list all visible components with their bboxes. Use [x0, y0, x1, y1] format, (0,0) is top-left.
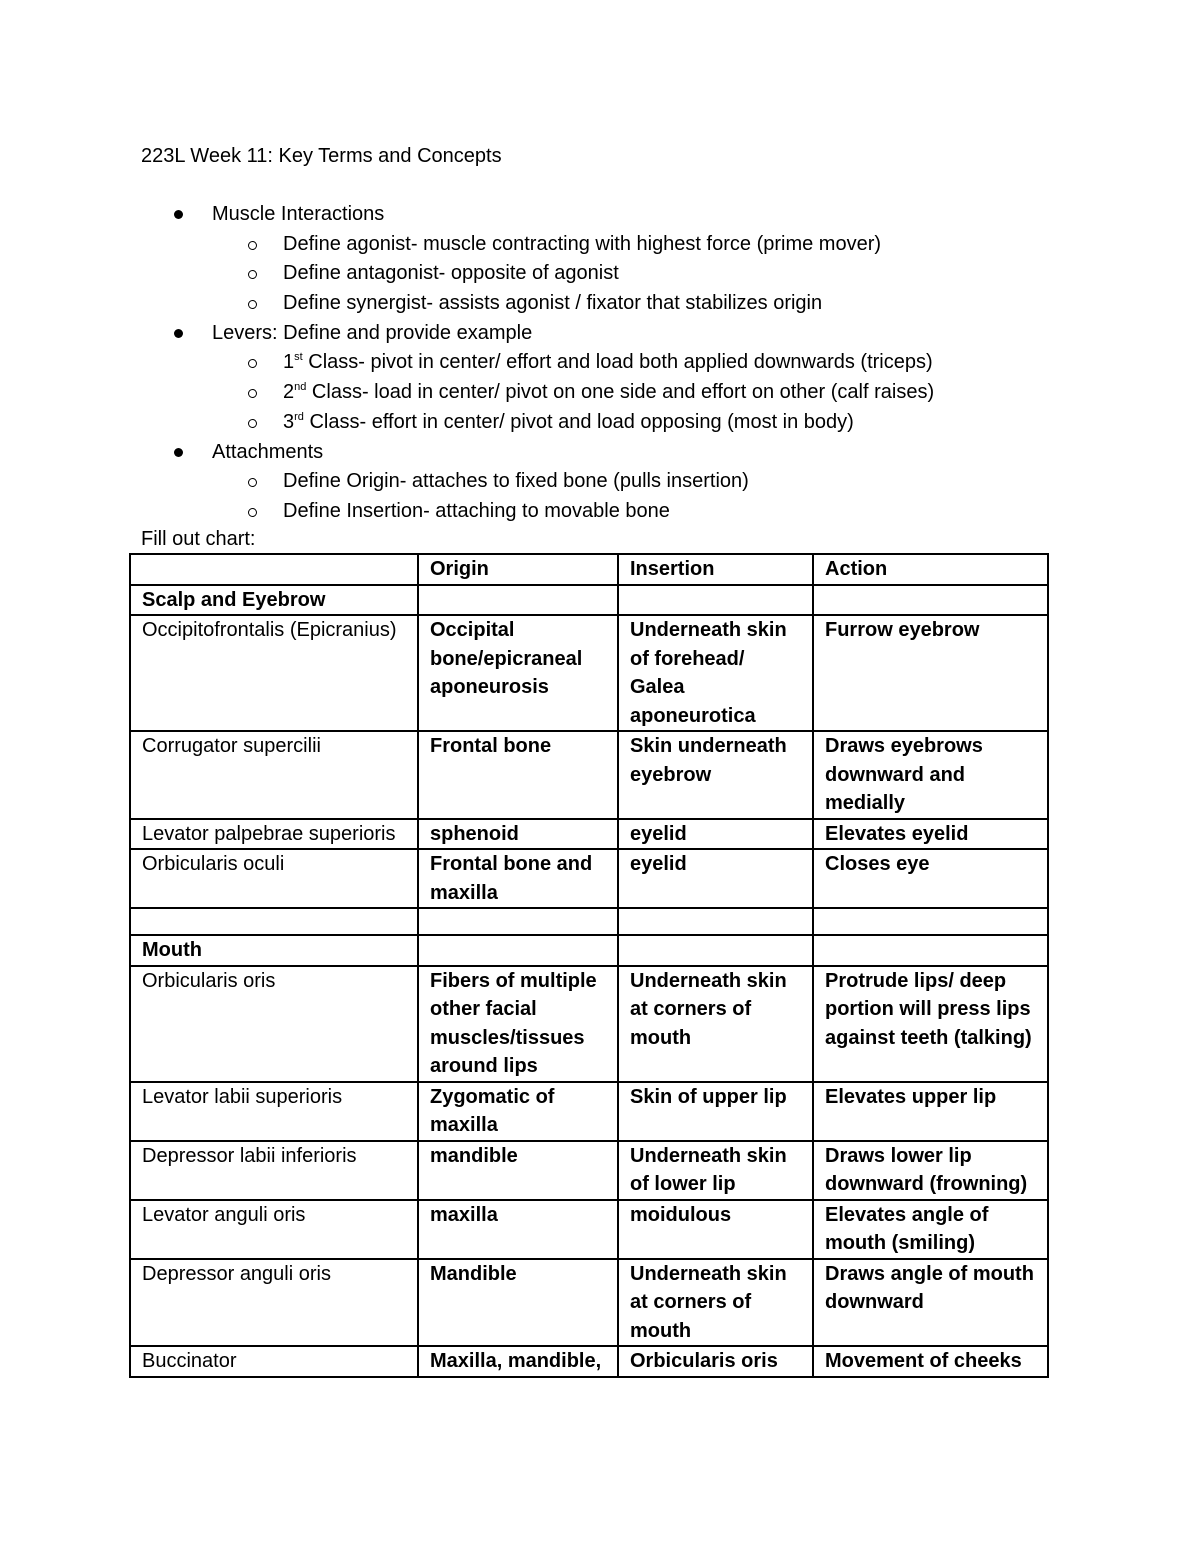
outline-subitem — [0, 497, 1200, 527]
header-muscle — [130, 554, 418, 585]
action-cell: Draws eyebrows downward and medially — [813, 731, 1048, 819]
header-action: Action — [813, 554, 1048, 585]
insertion-cell: eyelid — [618, 849, 813, 908]
outline-label: Muscle Interactions — [212, 203, 385, 225]
circle-bullet-icon — [248, 478, 257, 487]
muscle-name: Levator anguli oris — [130, 1200, 418, 1259]
origin-cell: Maxilla, mandible, — [418, 1346, 618, 1377]
origin-cell: Occipital bone/epicraneal aponeurosis — [418, 615, 618, 731]
table-cell — [618, 935, 813, 966]
muscle-name: Occipitofrontalis (Epicranius) — [130, 615, 418, 731]
table-row — [130, 1259, 1048, 1347]
outline-item-muscle-interactions — [0, 200, 1200, 230]
outline-subitem-text: Define Origin- attaches to fixed bone (pulls insertion) — [283, 470, 749, 493]
outline-subitem-text: Class- effort in center/ pivot and load opposing (most in body) — [303, 410, 854, 433]
table-cell — [418, 935, 618, 966]
bullet-icon — [174, 210, 183, 219]
insertion-cell: moidulous — [618, 1200, 813, 1259]
origin-cell: Frontal bone and maxilla — [418, 849, 618, 908]
muscle-name: Orbicularis oris — [130, 966, 418, 1082]
table-header-row — [130, 554, 1048, 585]
ordinal-suffix: nd — [294, 381, 307, 394]
outline-subitem — [0, 230, 1200, 260]
table-cell — [813, 585, 1048, 616]
table-row — [130, 819, 1048, 850]
circle-bullet-icon — [248, 270, 257, 279]
action-cell: Furrow eyebrow — [813, 615, 1048, 731]
action-cell: Draws lower lip downward (frowning) — [813, 1141, 1048, 1200]
table-row-empty — [130, 908, 1048, 935]
circle-bullet-icon — [248, 419, 257, 428]
outline-label: Levers: Define and provide example — [212, 321, 533, 344]
outline-subitem — [0, 378, 1200, 408]
insertion-cell: Underneath skin at corners of mouth — [618, 1259, 813, 1347]
table-cell — [418, 908, 618, 935]
outline-subitem — [0, 289, 1200, 319]
circle-bullet-icon — [248, 389, 257, 398]
table-row — [130, 731, 1048, 819]
origin-cell: mandible — [418, 1141, 618, 1200]
circle-bullet-icon — [248, 359, 257, 368]
muscle-name: Depressor anguli oris — [130, 1259, 418, 1347]
outline-item-levers — [0, 319, 1200, 349]
table-cell — [813, 908, 1048, 935]
table-cell — [618, 908, 813, 935]
key-terms-outline — [0, 200, 1200, 527]
circle-bullet-icon — [248, 508, 257, 517]
outline-subitem — [0, 259, 1200, 289]
ordinal-suffix: rd — [294, 410, 304, 423]
action-cell: Elevates angle of mouth (smiling) — [813, 1200, 1048, 1259]
circle-bullet-icon — [248, 241, 257, 250]
action-cell: Closes eye — [813, 849, 1048, 908]
table-row — [130, 615, 1048, 731]
insertion-cell: eyelid — [618, 819, 813, 850]
section-title: Mouth — [130, 935, 418, 966]
outline-label: Attachments — [212, 440, 324, 463]
outline-item-attachments — [0, 438, 1200, 468]
muscle-name: Levator labii superioris — [130, 1082, 418, 1141]
muscle-name: Orbicularis oculi — [130, 849, 418, 908]
action-cell: Elevates eyelid — [813, 819, 1048, 850]
action-cell: Protrude lips/ deep portion will press lips against teeth (talking) — [813, 966, 1048, 1082]
outline-subitem — [0, 467, 1200, 497]
outline-subitem-text: Define synergist- assists agonist / fixator that stabilizes origin — [283, 292, 823, 315]
table-row — [130, 1141, 1048, 1200]
lever-class-number: 1 — [283, 351, 295, 374]
outline-subitem-text: Define antagonist- opposite of agonist — [283, 262, 619, 285]
outline-subitem-text: Define agonist- muscle contracting with highest force (prime mover) — [283, 232, 882, 255]
section-row — [130, 935, 1048, 966]
bullet-icon — [174, 329, 183, 338]
lever-class-number: 3 — [283, 410, 295, 433]
table-cell — [418, 585, 618, 616]
origin-cell: sphenoid — [418, 819, 618, 850]
outline-subitem-text: Class- pivot in center/ effort and load both applied downwards (triceps) — [302, 351, 933, 374]
table-row — [130, 849, 1048, 908]
table-cell — [618, 585, 813, 616]
insertion-cell: Skin of upper lip — [618, 1082, 813, 1141]
bullet-icon — [174, 448, 183, 457]
origin-cell: Zygomatic of maxilla — [418, 1082, 618, 1141]
outline-subitem — [0, 348, 1200, 378]
table-cell — [130, 908, 418, 935]
table-row — [130, 966, 1048, 1082]
ordinal-suffix: st — [294, 351, 303, 364]
table-cell — [813, 935, 1048, 966]
header-origin: Origin — [418, 554, 618, 585]
outline-subitem — [0, 408, 1200, 438]
section-title: Scalp and Eyebrow — [130, 585, 418, 616]
table-row — [130, 1082, 1048, 1141]
page-title: 223L Week 11: Key Terms and Concepts — [141, 145, 502, 167]
outline-subitem-text: Class- load in center/ pivot on one side and effort on other (calf raises) — [306, 381, 935, 404]
section-row — [130, 585, 1048, 616]
insertion-cell: Underneath skin of forehead/ Galea aponeurotica — [618, 615, 813, 731]
origin-cell: Frontal bone — [418, 731, 618, 819]
lever-class-number: 2 — [283, 381, 295, 404]
action-cell: Draws angle of mouth downward — [813, 1259, 1048, 1347]
insertion-cell: Underneath skin of lower lip — [618, 1141, 813, 1200]
chart-instruction: Fill out chart: — [141, 528, 256, 550]
muscle-chart-table — [129, 553, 1049, 1378]
origin-cell: Mandible — [418, 1259, 618, 1347]
circle-bullet-icon — [248, 300, 257, 309]
insertion-cell: Skin underneath eyebrow — [618, 731, 813, 819]
action-cell: Movement of cheeks — [813, 1346, 1048, 1377]
origin-cell: maxilla — [418, 1200, 618, 1259]
table-row — [130, 1346, 1048, 1377]
origin-cell: Fibers of multiple other facial muscles/tissues around lips — [418, 966, 618, 1082]
action-cell: Elevates upper lip — [813, 1082, 1048, 1141]
muscle-name: Levator palpebrae superioris — [130, 819, 418, 850]
insertion-cell: Underneath skin at corners of mouth — [618, 966, 813, 1082]
insertion-cell: Orbicularis oris — [618, 1346, 813, 1377]
muscle-name: Depressor labii inferioris — [130, 1141, 418, 1200]
outline-subitem-text: Define Insertion- attaching to movable bone — [283, 499, 670, 522]
header-insertion: Insertion — [618, 554, 813, 585]
muscle-name: Buccinator — [130, 1346, 418, 1377]
muscle-name: Corrugator supercilii — [130, 731, 418, 819]
table-row — [130, 1200, 1048, 1259]
